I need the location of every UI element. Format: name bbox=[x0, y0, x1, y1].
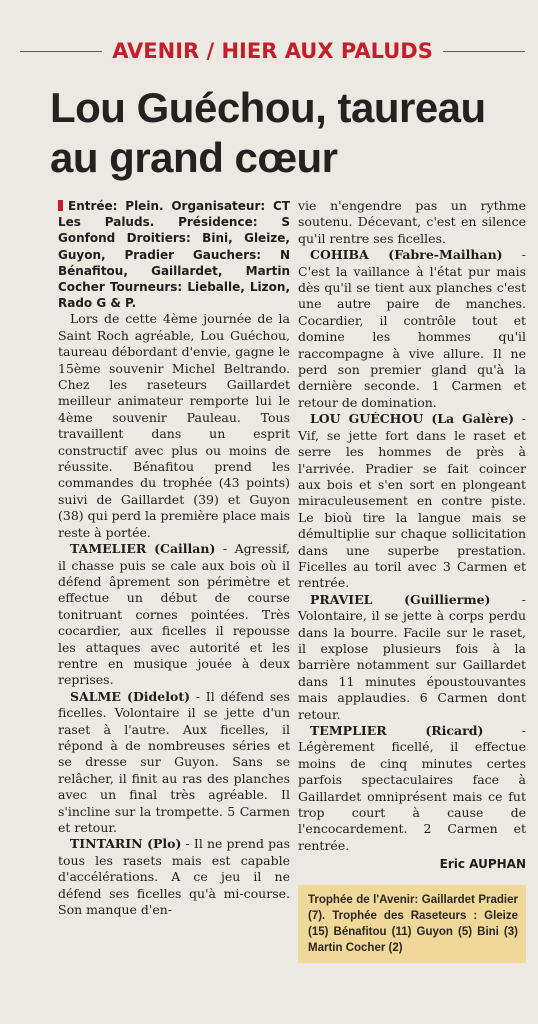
bull-text: - C'est la vaillance à l'état pur mais dès qu'il se tient aux planches c'est une autre paire de manches. Cocardier, il contrôle tout et domine les hommes qu'il raccompagne à vive allure. Il ne perd son premier gland qu'à la dernière seconde. 1 Carmen et retour de domination. bbox=[298, 247, 527, 410]
bull-paragraph-tamelier bbox=[58, 541, 290, 689]
bull-name: TINTARIN (Plo) bbox=[70, 836, 182, 852]
bull-text: - Vif, se jette fort dans le raset et serre les hommes de près à l'arrivée. Pradier se fait coincer aux bois et s'en sort en plongeant miraculeusement en contre piste. Le bioù tire la langue mais se démultiplie sur chaque sollicitation dans une superbe prestation. Ficelles au toril avec 3 Carmen et rentrée. bbox=[298, 411, 526, 591]
bull-text: - Volontaire, il se jette à corps perdu dans la bourre. Facile sur le raset, il explose plusieurs fois à la barrière notamment sur Gaillardet dans 11 minutes époustouvantes mais applaudies. 6 Carmen dont retour. bbox=[298, 591, 526, 722]
event-info bbox=[58, 198, 290, 311]
event-info-text: Entrée: Plein. Organisateur: CT Les Paluds. Présidence: S Gonfond Droitiers: Bini, Gleize, Guyon, Pradier Gauchers: N Bénafitou, Gaillardet, Martin Cocher Tourneurs: Lieballe, Lizon, Rado G & P. bbox=[58, 199, 290, 311]
kicker-rule-right bbox=[443, 51, 525, 52]
section-kicker: AVENIR / HIER AUX PALUDS bbox=[112, 39, 433, 63]
bull-paragraph-lou-guechou bbox=[298, 411, 526, 591]
bull-text: - Il défend ses ficelles. Volontaire il se jette d'un raset à l'autre. Aux ficelles, il répond à de nombreuses séries et se dresse sur Guyon. Sans se relâcher, il finit au ras des planches avec un final très agréable. Il s'incline sur la trompette. 5 Carmen et retour. bbox=[58, 688, 290, 836]
bull-name: TEMPLIER (Ricard) bbox=[310, 723, 484, 738]
column-left bbox=[58, 198, 290, 918]
bull-name: SALME (Didelot) bbox=[70, 688, 191, 704]
bull-paragraph-praviel bbox=[298, 592, 526, 723]
column-right bbox=[298, 198, 526, 963]
byline: Eric AUPHAN bbox=[439, 857, 526, 872]
headline-line-2: au grand cœur bbox=[50, 134, 338, 181]
headline-line-1: Lou Guéchou, taureau bbox=[50, 84, 486, 131]
tintarin-continued: vie n'engendre pas un rythme soutenu. Décevant, c'est en silence qu'il rentre ses ficelles. bbox=[298, 198, 526, 246]
bull-text: - Il ne prend pas tous les rasets mais est capable d'accélérations. A ce jeu il ne défend ses ficelles qu'à mi-course. Son manque d'en- bbox=[58, 836, 290, 918]
kicker-rule-left bbox=[20, 51, 102, 52]
bull-text: - Légèrement ficellé, il effectue moins de cinq minutes certes parfois spectaculaires face à Gaillardet omniprésent mais ce fut trop court à cause de l'encocardement. 2 Carmen et rentrée. bbox=[298, 723, 526, 853]
bull-paragraph-templier bbox=[298, 723, 526, 854]
headline bbox=[50, 83, 525, 183]
bull-name: TAMELIER (Caillan) bbox=[70, 541, 216, 557]
bull-paragraph-salme bbox=[58, 689, 290, 837]
bull-paragraph-tintarin bbox=[58, 836, 290, 918]
bull-text: - Agressif, il chasse puis se cale aux bois où il défend âprement son périmètre et effectue un début de course tonitruant cornes pointées. Très cocardier, aux ficelles il repousse les attaques avec autorité et les rentre en musique jouée à deux reprises. bbox=[58, 541, 290, 688]
bull-name: PRAVIEL (Guillierme) bbox=[310, 591, 491, 607]
bull-name: LOU GUÉCHOU (La Galère) bbox=[310, 411, 515, 427]
kicker-row bbox=[20, 35, 525, 67]
intro-paragraph: Lors de cette 4ème journée de la Saint Roch agréable, Lou Guéchou, taureau débordant d'envie, gagne le 15ème souvenir Michel Beltrando. Chez les raseteurs Gaillardet meilleur animateur remporte lui le 4ème souvenir Pauleau. Tous travaillent dans un esprit constructif avec plus ou moins de réussite. Bénafitou prend les commandes du trophée (43 points) suivi de Gaillardet (39) et Guyon (38) qui perd la première place mais reste à portée. bbox=[58, 311, 290, 540]
bull-name: COHIBA (Fabre-Mailhan) bbox=[310, 247, 503, 263]
red-marker-icon bbox=[58, 200, 63, 211]
trophy-box: Trophée de l'Avenir: Gaillardet Pradier (7). Trophée des Raseteurs : Gleize (15) Bénafitou (11) Guyon (5) Bini (3) Martin Cocher (2) bbox=[298, 885, 526, 963]
bull-paragraph-cohiba bbox=[298, 247, 526, 411]
